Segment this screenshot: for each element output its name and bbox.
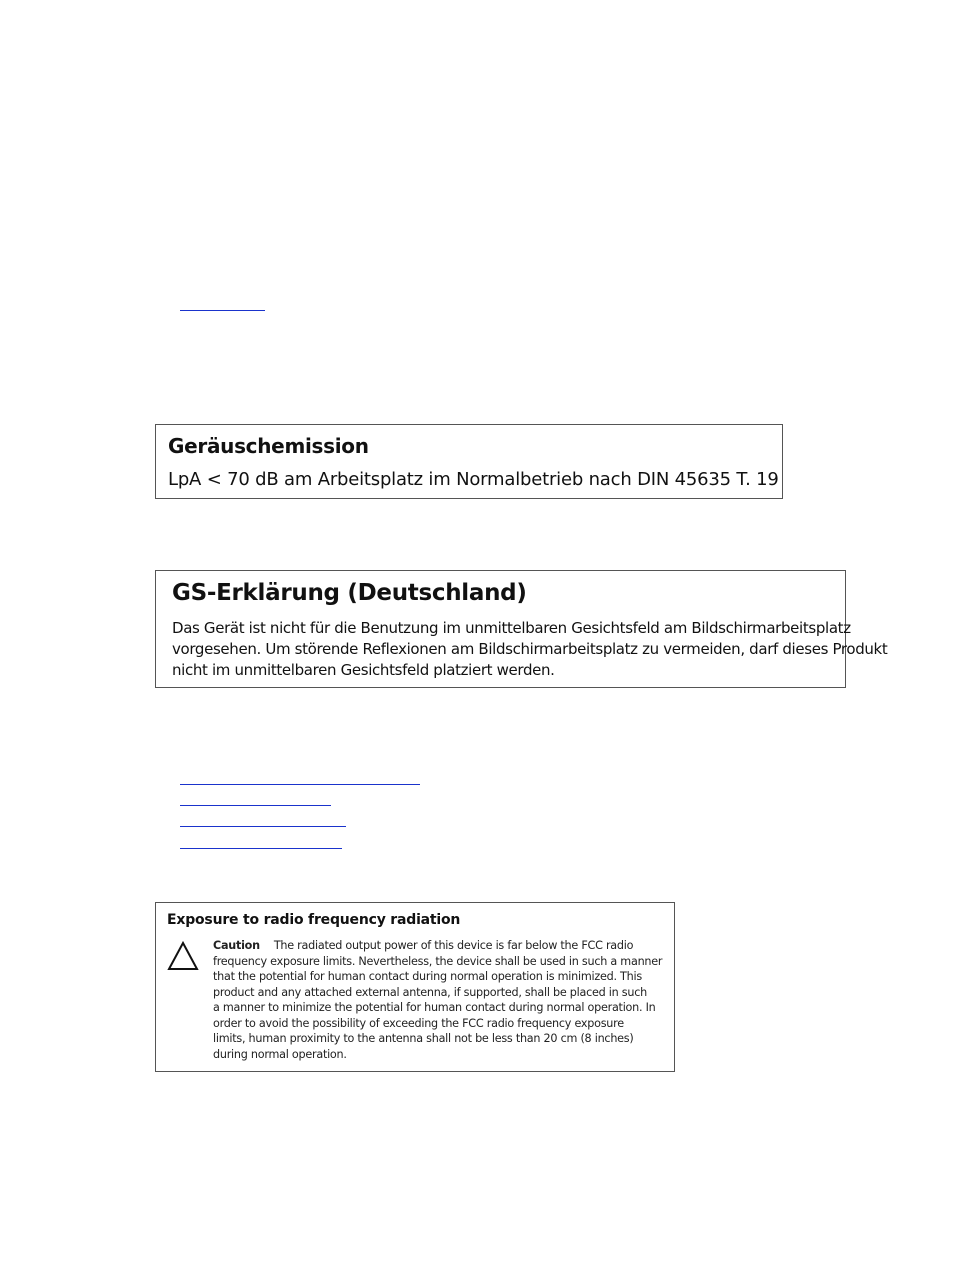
gs-declaration-box (155, 570, 888, 688)
caution-line: a manner to minimize the potential for human contact during normal operation. In (213, 1001, 656, 1014)
warning-triangle-icon (167, 941, 199, 971)
rf-exposure-title: Exposure to radio frequency radiation (167, 912, 461, 928)
noise-emission-box (155, 424, 783, 499)
noise-emission-text: LpA < 70 dB am Arbeitsplatz im Normalbetrieb nach DIN 45635 T. 19 (168, 469, 779, 490)
rf-exposure-box (155, 902, 675, 1072)
link-list-item[interactable] (180, 848, 342, 849)
caution-text (213, 938, 663, 1062)
link-list-item[interactable] (180, 784, 420, 785)
gs-declaration-line: Das Gerät ist nicht für die Benutzung im unmittelbaren Gesichtsfeld am Bildschirmarbeitsplatz (172, 619, 851, 637)
caution-line: limits, human proximity to the antenna shall not be less than 20 cm (8 inches) (213, 1032, 634, 1045)
caution-line-text: The radiated output power of this device is far below the FCC radio (273, 939, 634, 952)
gs-declaration-text (172, 618, 887, 681)
caution-line: product and any attached external antenna, if supported, shall be placed in such (213, 985, 647, 999)
caution-line: order to avoid the possibility of exceeding the FCC radio frequency exposure (213, 1016, 624, 1030)
caution-line: that the potential for human contact during normal operation is minimized. This (213, 970, 642, 983)
gs-declaration-line: nicht im unmittelbaren Gesichtsfeld platziert werden. (172, 661, 555, 679)
link-list-item[interactable] (180, 826, 346, 827)
noise-emission-title: Geräuschemission (168, 434, 369, 458)
caution-line: frequency exposure limits. Nevertheless, the device shall be used in such a manner (213, 954, 663, 968)
link-list-item[interactable] (180, 805, 331, 806)
caution-line: during normal operation. (213, 1047, 347, 1061)
gs-declaration-line: vorgesehen. Um störende Reflexionen am Bildschirmarbeitsplatz zu vermeiden, darf dieses Produkt (172, 640, 888, 658)
caution-label: Caution (213, 939, 260, 952)
gs-declaration-title: GS-Erklärung (Deutschland) (172, 580, 527, 606)
top-link[interactable] (180, 310, 265, 311)
caution-line (213, 938, 663, 954)
